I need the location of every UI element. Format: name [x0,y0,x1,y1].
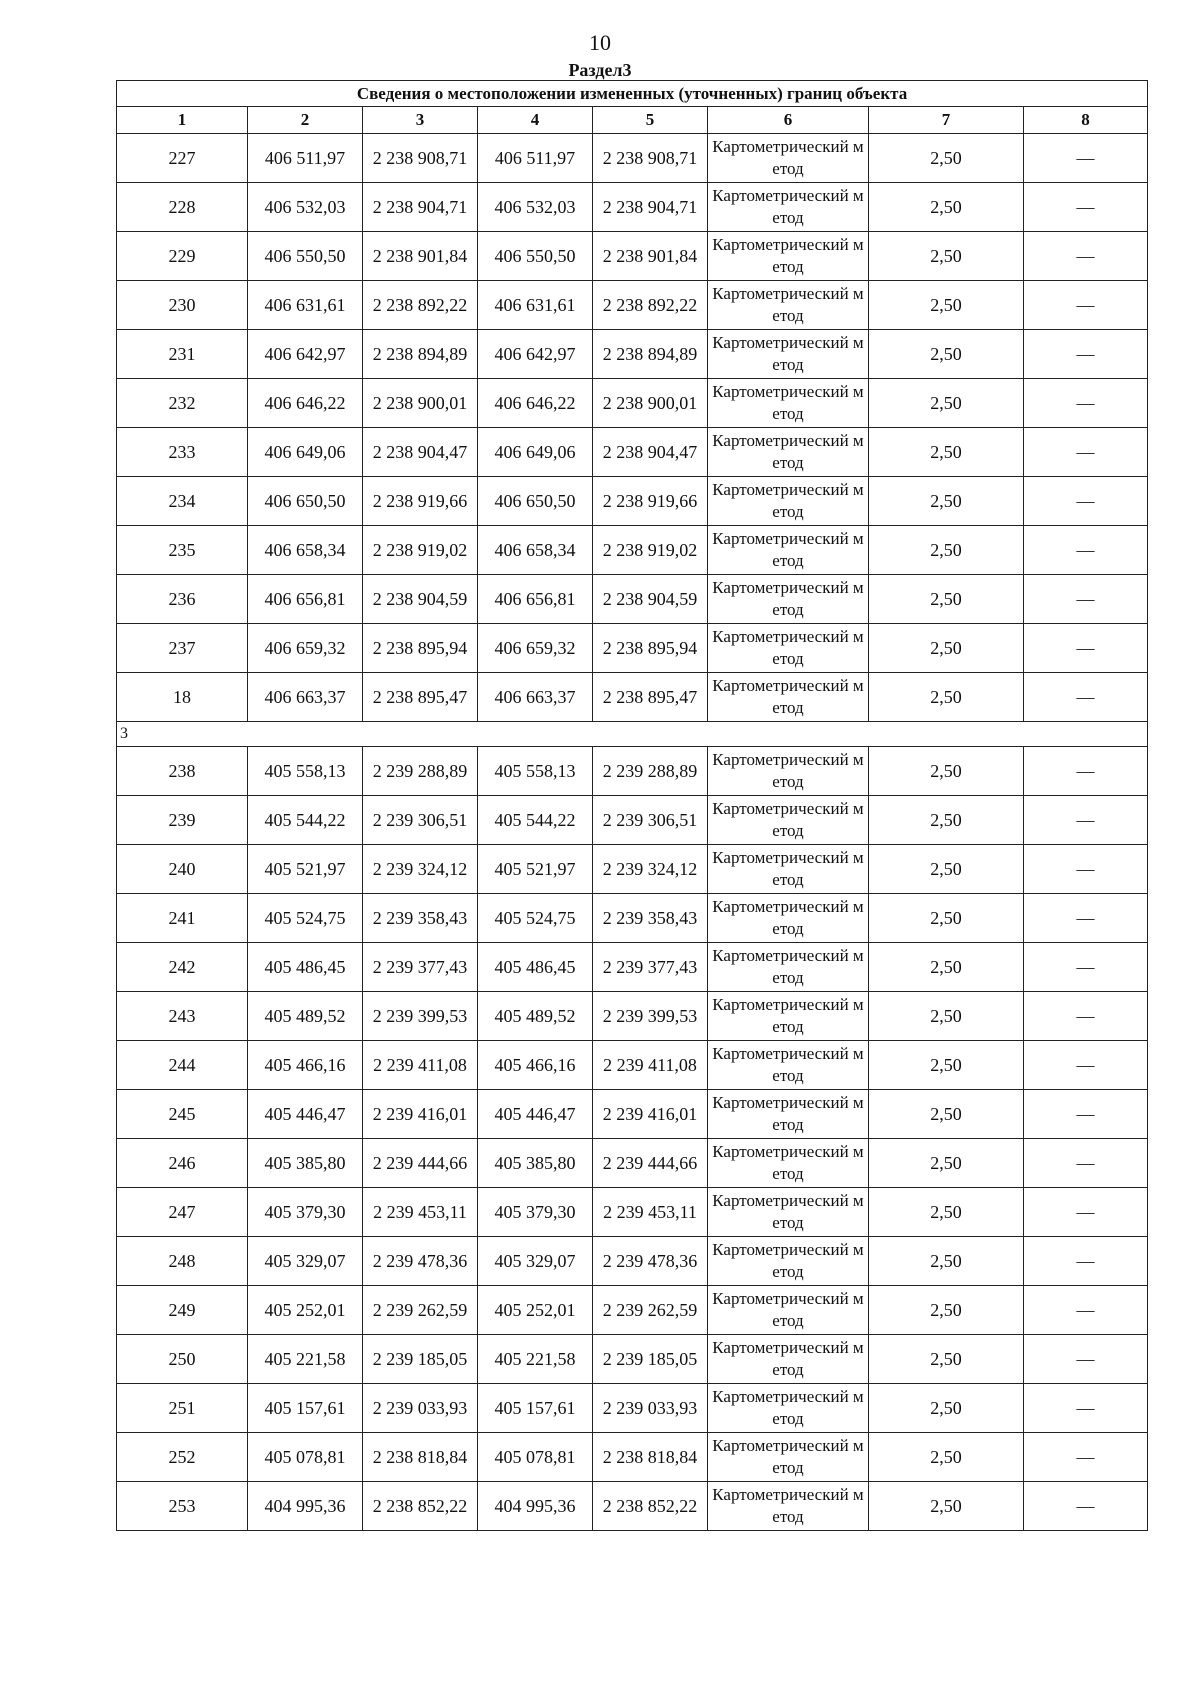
description-cell: — [1024,477,1148,526]
accuracy-cell: 2,50 [869,1237,1024,1286]
section-title: Раздел3 [568,60,632,80]
table-row [117,134,1148,183]
method-cell: Картометрический метод [708,232,869,281]
y-existing-cell: 2 238 901,84 [363,232,478,281]
method-cell: Картометрический метод [708,477,869,526]
x-new-cell: 405 544,22 [478,796,593,845]
y-new-cell: 2 239 399,53 [593,992,708,1041]
y-new-cell: 2 238 908,71 [593,134,708,183]
table-caption: Сведения о местоположении измененных (уточненных) границ объекта [117,81,1148,107]
method-cell: Картометрический метод [708,747,869,796]
y-new-cell: 2 239 411,08 [593,1041,708,1090]
x-new-cell: 405 489,52 [478,992,593,1041]
y-existing-cell: 2 239 324,12 [363,845,478,894]
description-cell: — [1024,330,1148,379]
x-existing-cell: 405 521,97 [248,845,363,894]
accuracy-cell: 2,50 [869,1384,1024,1433]
x-new-cell: 406 663,37 [478,673,593,722]
y-new-cell: 2 238 895,47 [593,673,708,722]
y-existing-cell: 2 239 411,08 [363,1041,478,1090]
point-number-cell: 234 [117,477,248,526]
y-existing-cell: 2 238 908,71 [363,134,478,183]
accuracy-cell: 2,50 [869,526,1024,575]
method-cell: Картометрический метод [708,379,869,428]
accuracy-cell: 2,50 [869,1139,1024,1188]
x-new-cell: 406 650,50 [478,477,593,526]
accuracy-cell: 2,50 [869,134,1024,183]
x-existing-cell: 406 550,50 [248,232,363,281]
y-existing-cell: 2 239 185,05 [363,1335,478,1384]
accuracy-cell: 2,50 [869,943,1024,992]
description-cell: — [1024,183,1148,232]
method-cell: Картометрический метод [708,1433,869,1482]
point-number-cell: 248 [117,1237,248,1286]
y-existing-cell: 2 239 262,59 [363,1286,478,1335]
method-cell: Картометрический метод [708,1041,869,1090]
x-existing-cell: 405 221,58 [248,1335,363,1384]
description-cell: — [1024,1286,1148,1335]
x-existing-cell: 406 511,97 [248,134,363,183]
accuracy-cell: 2,50 [869,281,1024,330]
method-cell: Картометрический метод [708,428,869,477]
y-new-cell: 2 239 453,11 [593,1188,708,1237]
y-existing-cell: 2 238 818,84 [363,1433,478,1482]
method-cell: Картометрический метод [708,575,869,624]
description-cell: — [1024,624,1148,673]
x-new-cell: 406 659,32 [478,624,593,673]
column-number-header: 3 [363,107,478,134]
method-cell: Картометрический метод [708,330,869,379]
y-existing-cell: 2 239 306,51 [363,796,478,845]
contour-group-row [117,722,1148,747]
y-new-cell: 2 238 895,94 [593,624,708,673]
point-number-cell: 246 [117,1139,248,1188]
y-new-cell: 2 238 852,22 [593,1482,708,1531]
x-new-cell: 405 558,13 [478,747,593,796]
y-new-cell: 2 239 288,89 [593,747,708,796]
description-cell: — [1024,1139,1148,1188]
table-row [117,1188,1148,1237]
y-existing-cell: 2 239 358,43 [363,894,478,943]
y-existing-cell: 2 238 895,47 [363,673,478,722]
method-cell: Картометрический метод [708,1286,869,1335]
method-cell: Картометрический метод [708,1139,869,1188]
method-cell: Картометрический метод [708,1384,869,1433]
y-new-cell: 2 239 185,05 [593,1335,708,1384]
description-cell: — [1024,1237,1148,1286]
description-cell: — [1024,134,1148,183]
boundary-points-table [116,80,1148,1531]
x-new-cell: 405 078,81 [478,1433,593,1482]
accuracy-cell: 2,50 [869,1286,1024,1335]
point-number-cell: 231 [117,330,248,379]
accuracy-cell: 2,50 [869,747,1024,796]
y-new-cell: 2 239 358,43 [593,894,708,943]
point-number-cell: 232 [117,379,248,428]
x-existing-cell: 406 649,06 [248,428,363,477]
y-existing-cell: 2 238 894,89 [363,330,478,379]
method-cell: Картометрический метод [708,1237,869,1286]
x-existing-cell: 406 650,50 [248,477,363,526]
table-row [117,1237,1148,1286]
table-row [117,845,1148,894]
table-row [117,1335,1148,1384]
accuracy-cell: 2,50 [869,1090,1024,1139]
point-number-cell: 227 [117,134,248,183]
accuracy-cell: 2,50 [869,796,1024,845]
description-cell: — [1024,1482,1148,1531]
description-cell: — [1024,992,1148,1041]
x-new-cell: 405 446,47 [478,1090,593,1139]
method-cell: Картометрический метод [708,624,869,673]
y-new-cell: 2 239 033,93 [593,1384,708,1433]
x-existing-cell: 405 486,45 [248,943,363,992]
y-new-cell: 2 238 919,66 [593,477,708,526]
table-row [117,1433,1148,1482]
description-cell: — [1024,281,1148,330]
point-number-cell: 230 [117,281,248,330]
x-new-cell: 405 252,01 [478,1286,593,1335]
x-existing-cell: 405 446,47 [248,1090,363,1139]
y-new-cell: 2 238 919,02 [593,526,708,575]
column-number-header: 8 [1024,107,1148,134]
y-new-cell: 2 238 904,71 [593,183,708,232]
x-existing-cell: 405 157,61 [248,1384,363,1433]
method-cell: Картометрический метод [708,183,869,232]
point-number-cell: 238 [117,747,248,796]
column-number-header: 1 [117,107,248,134]
x-existing-cell: 406 659,32 [248,624,363,673]
point-number-cell: 247 [117,1188,248,1237]
table-row [117,183,1148,232]
x-new-cell: 405 486,45 [478,943,593,992]
description-cell: — [1024,575,1148,624]
description-cell: — [1024,796,1148,845]
method-cell: Картометрический метод [708,1335,869,1384]
y-existing-cell: 2 239 416,01 [363,1090,478,1139]
x-new-cell: 406 656,81 [478,575,593,624]
x-new-cell: 405 385,80 [478,1139,593,1188]
x-existing-cell: 406 656,81 [248,575,363,624]
y-new-cell: 2 239 324,12 [593,845,708,894]
x-new-cell: 406 532,03 [478,183,593,232]
y-existing-cell: 2 239 478,36 [363,1237,478,1286]
point-number-cell: 236 [117,575,248,624]
y-existing-cell: 2 238 852,22 [363,1482,478,1531]
description-cell: — [1024,845,1148,894]
x-existing-cell: 405 466,16 [248,1041,363,1090]
y-existing-cell: 2 238 892,22 [363,281,478,330]
point-number-cell: 250 [117,1335,248,1384]
table-row [117,281,1148,330]
accuracy-cell: 2,50 [869,894,1024,943]
page-number: 10 [589,30,611,55]
y-new-cell: 2 239 416,01 [593,1090,708,1139]
description-cell: — [1024,943,1148,992]
description-cell: — [1024,894,1148,943]
column-numbers-row [117,107,1148,134]
column-number-header: 6 [708,107,869,134]
table-row [117,379,1148,428]
point-number-cell: 241 [117,894,248,943]
table-row [117,624,1148,673]
description-cell: — [1024,1433,1148,1482]
x-new-cell: 404 995,36 [478,1482,593,1531]
x-new-cell: 406 646,22 [478,379,593,428]
method-cell: Картометрический метод [708,992,869,1041]
y-existing-cell: 2 238 895,94 [363,624,478,673]
y-new-cell: 2 238 901,84 [593,232,708,281]
description-cell: — [1024,428,1148,477]
point-number-cell: 229 [117,232,248,281]
description-cell: — [1024,747,1148,796]
point-number-cell: 233 [117,428,248,477]
method-cell: Картометрический метод [708,673,869,722]
y-new-cell: 2 239 306,51 [593,796,708,845]
x-new-cell: 405 329,07 [478,1237,593,1286]
y-new-cell: 2 239 444,66 [593,1139,708,1188]
x-existing-cell: 405 524,75 [248,894,363,943]
x-existing-cell: 405 252,01 [248,1286,363,1335]
description-cell: — [1024,232,1148,281]
method-cell: Картометрический метод [708,943,869,992]
table-row [117,1384,1148,1433]
x-existing-cell: 405 379,30 [248,1188,363,1237]
x-existing-cell: 406 663,37 [248,673,363,722]
point-number-cell: 237 [117,624,248,673]
x-new-cell: 405 521,97 [478,845,593,894]
y-new-cell: 2 238 904,59 [593,575,708,624]
y-existing-cell: 2 238 919,66 [363,477,478,526]
accuracy-cell: 2,50 [869,183,1024,232]
point-number-cell: 240 [117,845,248,894]
x-new-cell: 405 221,58 [478,1335,593,1384]
method-cell: Картометрический метод [708,526,869,575]
point-number-cell: 245 [117,1090,248,1139]
method-cell: Картометрический метод [708,1090,869,1139]
x-existing-cell: 405 558,13 [248,747,363,796]
y-existing-cell: 2 239 444,66 [363,1139,478,1188]
x-existing-cell: 406 642,97 [248,330,363,379]
method-cell: Картометрический метод [708,796,869,845]
table-row [117,575,1148,624]
table-row [117,428,1148,477]
method-cell: Картометрический метод [708,1188,869,1237]
table-body [117,134,1148,1531]
y-existing-cell: 2 239 377,43 [363,943,478,992]
table-row [117,747,1148,796]
y-existing-cell: 2 238 904,59 [363,575,478,624]
description-cell: — [1024,526,1148,575]
y-new-cell: 2 239 478,36 [593,1237,708,1286]
accuracy-cell: 2,50 [869,232,1024,281]
x-existing-cell: 405 078,81 [248,1433,363,1482]
x-new-cell: 405 524,75 [478,894,593,943]
y-new-cell: 2 239 377,43 [593,943,708,992]
description-cell: — [1024,1188,1148,1237]
y-existing-cell: 2 238 900,01 [363,379,478,428]
accuracy-cell: 2,50 [869,1335,1024,1384]
accuracy-cell: 2,50 [869,330,1024,379]
description-cell: — [1024,1335,1148,1384]
table-row [117,232,1148,281]
table-row [117,1090,1148,1139]
accuracy-cell: 2,50 [869,575,1024,624]
x-new-cell: 406 649,06 [478,428,593,477]
x-new-cell: 406 631,61 [478,281,593,330]
x-existing-cell: 405 385,80 [248,1139,363,1188]
point-number-cell: 228 [117,183,248,232]
y-existing-cell: 2 239 288,89 [363,747,478,796]
point-number-cell: 243 [117,992,248,1041]
accuracy-cell: 2,50 [869,1041,1024,1090]
table-row [117,477,1148,526]
method-cell: Картометрический метод [708,1482,869,1531]
table-row [117,796,1148,845]
accuracy-cell: 2,50 [869,1433,1024,1482]
y-existing-cell: 2 238 904,47 [363,428,478,477]
table-row [117,673,1148,722]
column-number-header: 7 [869,107,1024,134]
accuracy-cell: 2,50 [869,477,1024,526]
accuracy-cell: 2,50 [869,673,1024,722]
method-cell: Картометрический метод [708,894,869,943]
y-existing-cell: 2 238 904,71 [363,183,478,232]
table-row [117,894,1148,943]
x-existing-cell: 406 658,34 [248,526,363,575]
description-cell: — [1024,1041,1148,1090]
x-existing-cell: 406 631,61 [248,281,363,330]
accuracy-cell: 2,50 [869,379,1024,428]
point-number-cell: 253 [117,1482,248,1531]
y-existing-cell: 2 238 919,02 [363,526,478,575]
point-number-cell: 242 [117,943,248,992]
method-cell: Картометрический метод [708,845,869,894]
column-number-header: 4 [478,107,593,134]
accuracy-cell: 2,50 [869,1188,1024,1237]
table-row [117,330,1148,379]
table-row [117,1041,1148,1090]
x-new-cell: 406 550,50 [478,232,593,281]
point-number-cell: 235 [117,526,248,575]
description-cell: — [1024,379,1148,428]
y-existing-cell: 2 239 399,53 [363,992,478,1041]
x-new-cell: 406 511,97 [478,134,593,183]
table-row [117,1286,1148,1335]
accuracy-cell: 2,50 [869,1482,1024,1531]
method-cell: Картометрический метод [708,281,869,330]
accuracy-cell: 2,50 [869,845,1024,894]
description-cell: — [1024,1384,1148,1433]
y-new-cell: 2 238 818,84 [593,1433,708,1482]
column-number-header: 2 [248,107,363,134]
x-new-cell: 406 642,97 [478,330,593,379]
point-number-cell: 249 [117,1286,248,1335]
method-cell: Картометрический метод [708,134,869,183]
y-new-cell: 2 238 894,89 [593,330,708,379]
point-number-cell: 18 [117,673,248,722]
table-row [117,1482,1148,1531]
column-number-header: 5 [593,107,708,134]
description-cell: — [1024,1090,1148,1139]
y-new-cell: 2 238 904,47 [593,428,708,477]
point-number-cell: 244 [117,1041,248,1090]
table-row [117,992,1148,1041]
x-existing-cell: 406 646,22 [248,379,363,428]
description-cell: — [1024,673,1148,722]
x-existing-cell: 405 544,22 [248,796,363,845]
point-number-cell: 252 [117,1433,248,1482]
y-existing-cell: 2 239 453,11 [363,1188,478,1237]
accuracy-cell: 2,50 [869,992,1024,1041]
y-new-cell: 2 238 900,01 [593,379,708,428]
y-existing-cell: 2 239 033,93 [363,1384,478,1433]
x-new-cell: 406 658,34 [478,526,593,575]
table-row [117,943,1148,992]
contour-label: 3 [117,722,1148,747]
x-new-cell: 405 466,16 [478,1041,593,1090]
y-new-cell: 2 239 262,59 [593,1286,708,1335]
accuracy-cell: 2,50 [869,624,1024,673]
x-existing-cell: 405 329,07 [248,1237,363,1286]
table-row [117,1139,1148,1188]
point-number-cell: 251 [117,1384,248,1433]
x-existing-cell: 405 489,52 [248,992,363,1041]
x-existing-cell: 404 995,36 [248,1482,363,1531]
accuracy-cell: 2,50 [869,428,1024,477]
point-number-cell: 239 [117,796,248,845]
x-new-cell: 405 157,61 [478,1384,593,1433]
x-new-cell: 405 379,30 [478,1188,593,1237]
y-new-cell: 2 238 892,22 [593,281,708,330]
table-row [117,526,1148,575]
x-existing-cell: 406 532,03 [248,183,363,232]
